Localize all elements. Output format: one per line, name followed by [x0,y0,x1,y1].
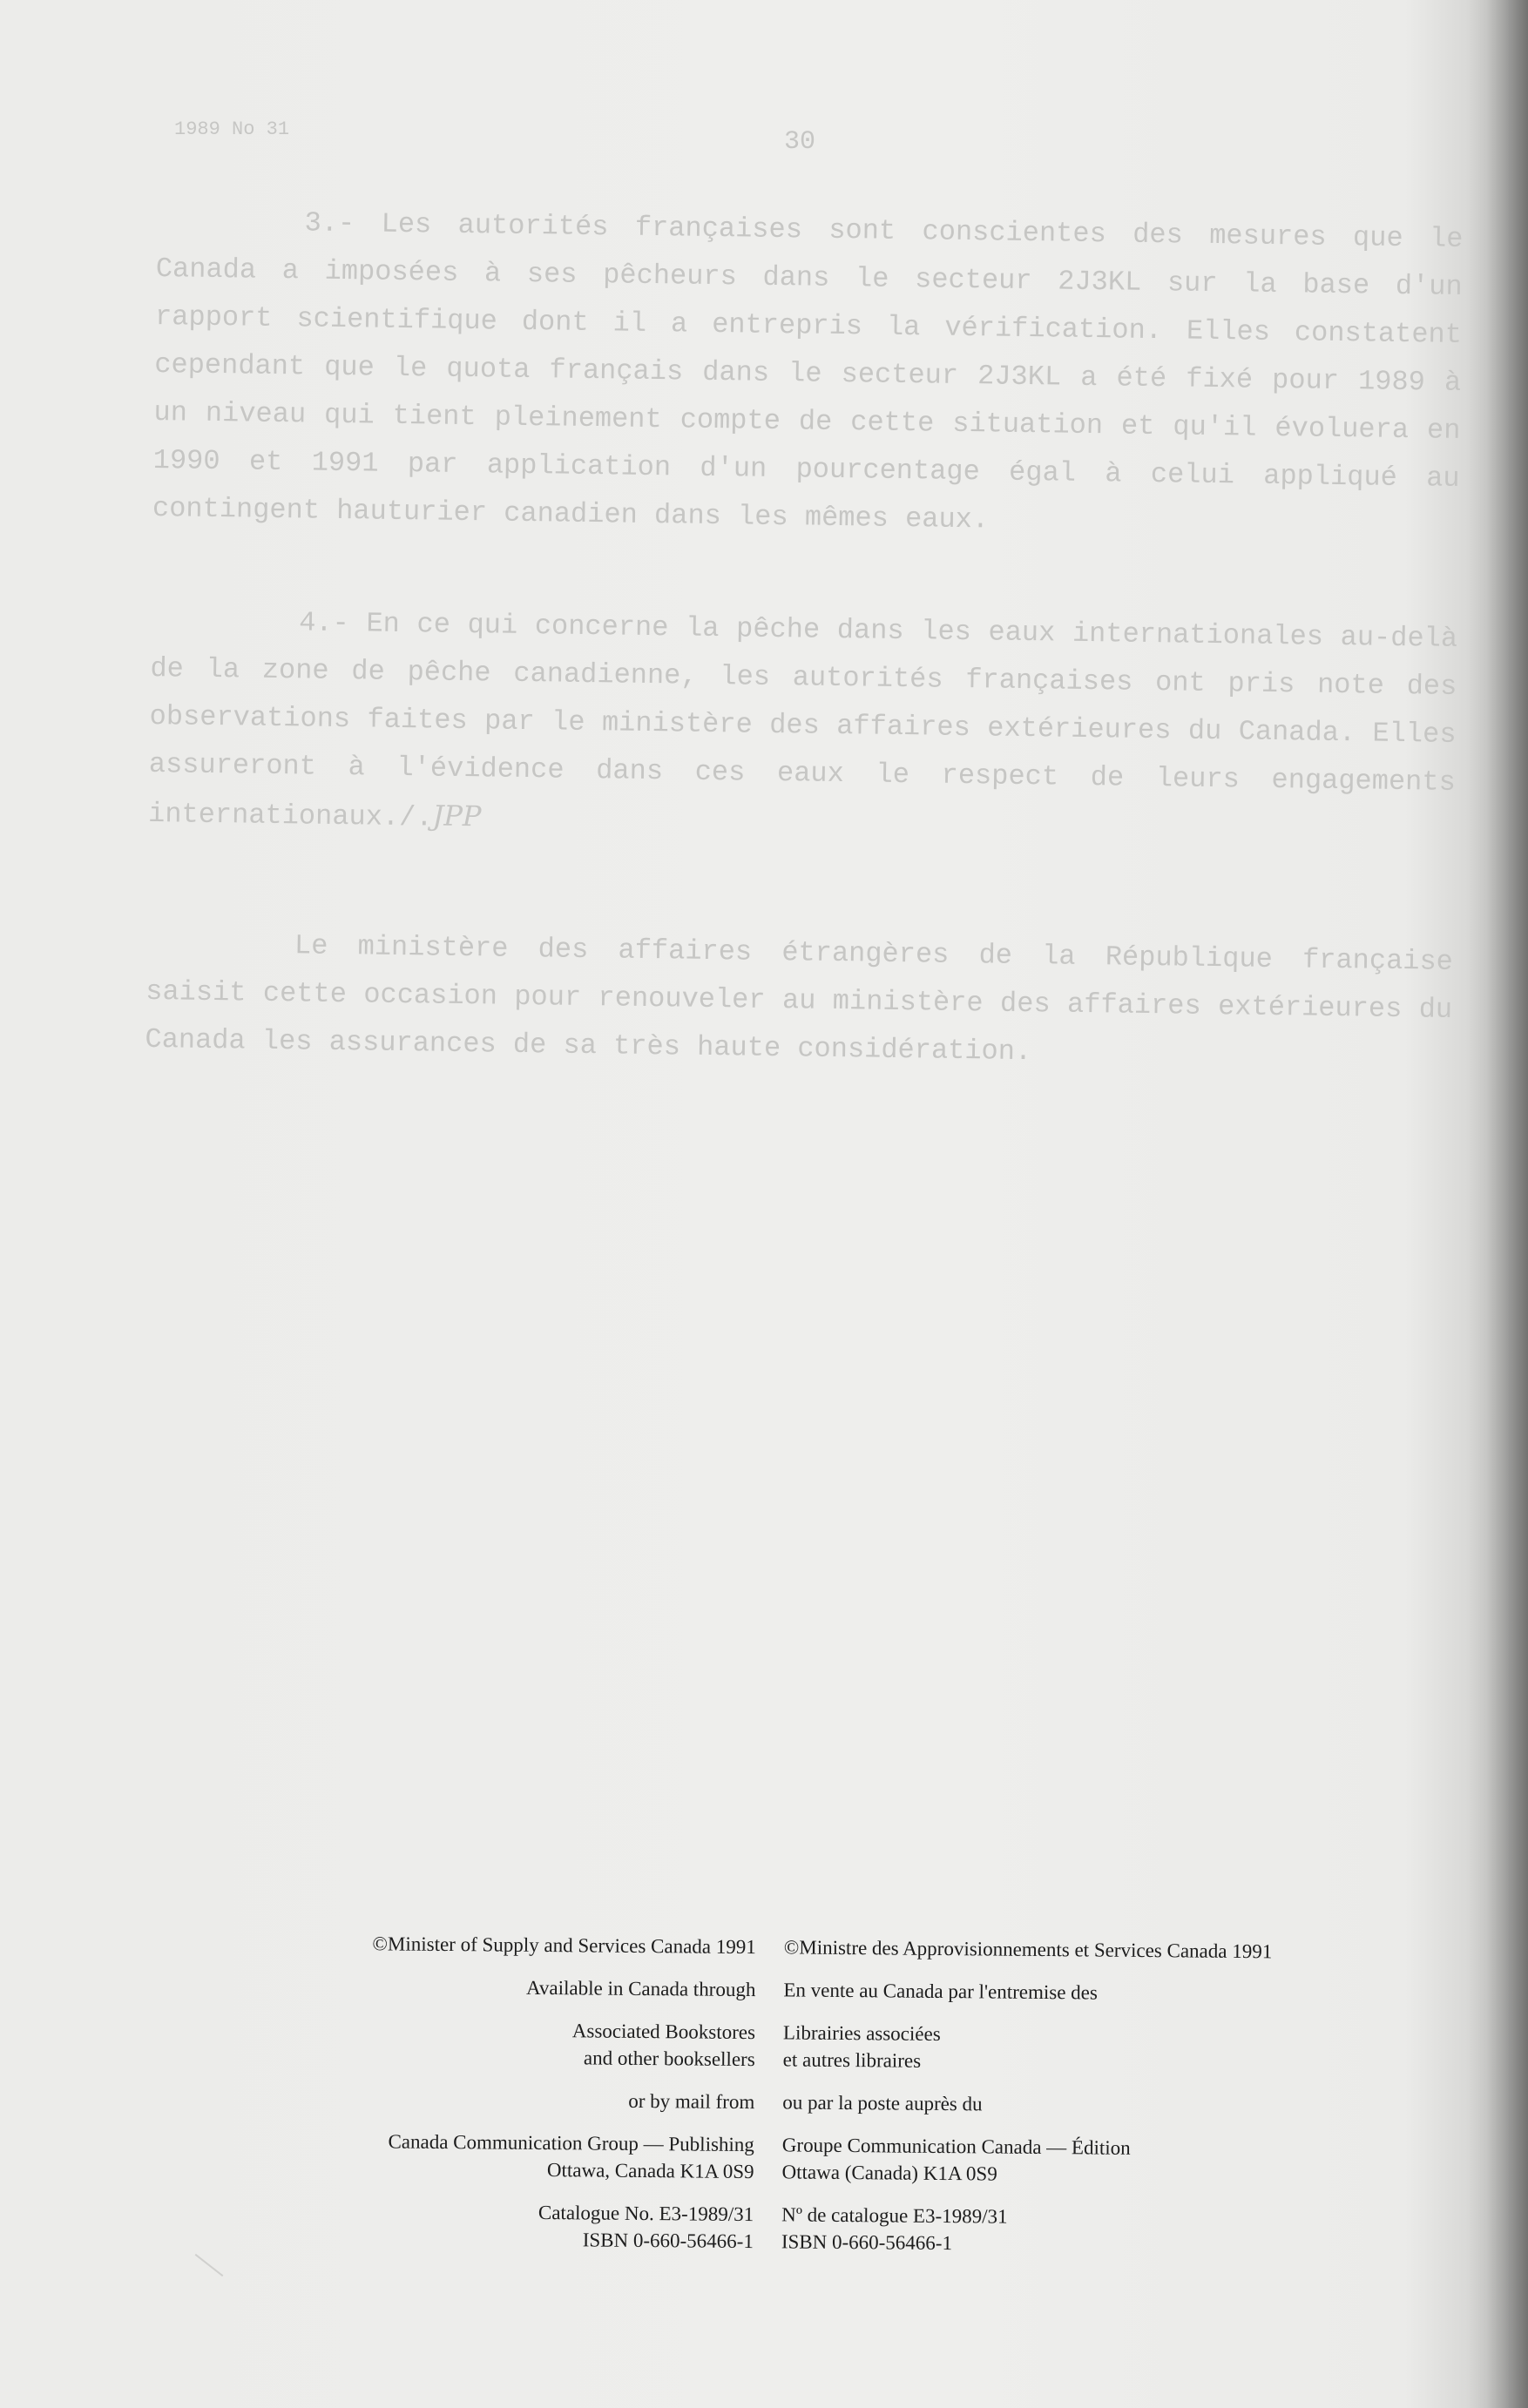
imprint-row-publisher [241,2127,1409,2191]
available-en: Available in Canada through [525,1976,756,2001]
paragraph-3: 3.- Les autorités françaises sont conscientes des mesures que le Canada a imposées à ses pêcheurs dans le secteur 2J3KL sur la base d'un rapport scientifique dont il a entrepris la vérification. Elles constatent cependant que le quota français dans le secteur 2J3KL a été fixé pour 1989 à un niveau qui tient pleinement compte de cette situation et qu'il évoluera en 1990 et 1991 par application d'un pourcentage égal à celui appliqué au contingent hauturier canadien dans les mêmes eaux. [152,206,1464,536]
handwritten-initials: JPP [432,799,482,833]
publisher-en-line-2: Ottawa, Canada K1A 0S9 [546,2159,754,2183]
publication-imprint [241,1929,1411,2276]
bookstores-fr [783,2019,1411,2078]
imprint-row-mail [242,2084,1410,2121]
mail-fr: ou par la poste auprès du [782,2091,983,2115]
copyright-fr: ©Ministre des Approvisionnements et Services Canada 1991 [783,1936,1273,1963]
bookstores-en-line-1: Associated Bookstores [571,2020,756,2044]
closing-paragraph: Le ministère des affaires étrangères de la République française saisit cette occasion pour renouveler au ministère des affaires extérieures du Canada les assurances de sa très haute considération. [145,929,1454,1069]
catalogue-en [241,2196,782,2255]
running-head: 1989 No 31 [174,118,290,140]
bookstores-en-line-2: and other booksellers [583,2047,755,2071]
publisher-en [241,2127,782,2185]
publisher-en-line-1: Canada Communication Group — Publishing [388,2130,754,2156]
catalogue-fr [781,2201,1410,2260]
publisher-fr-line-1: Groupe Communication Canada — Édition [781,2134,1131,2159]
available-fr: En vente au Canada par l'entremise des [783,1979,1099,2004]
imprint-row-catalogue [241,2196,1409,2261]
page-edge [1509,0,1511,2408]
mail-en: or by mail from [628,2089,755,2114]
imprint-row-available [243,1972,1410,2009]
bookstores-en [243,2014,784,2073]
isbn-fr: ISBN 0-660-56466-1 [781,2230,953,2255]
imprint-row-bookstores [243,2014,1410,2079]
bookstores-fr-line-1: Librairies associées [782,2021,941,2045]
isbn-en: ISBN 0-660-56466-1 [582,2229,754,2253]
imprint-row-copyright [244,1929,1411,1966]
publisher-fr [781,2131,1410,2190]
copyright-en: ©Minister of Supply and Services Canada 1991 [372,1932,756,1959]
paper-mark [195,2254,224,2276]
paragraph-4-text: 4.- En ce qui concerne la pêche dans les eaux internationales au-delà de la zone de pêche canadienne, les autorités françaises ont pris note des observations faites par le ministère des affaires extérieures du Canada. Elles assureront à l'évidence dans ces eaux le respect de leurs engagements internationaux./. [147,606,1458,834]
catalogue-fr-number: Nº de catalogue E3-1989/31 [781,2203,1008,2228]
bookstores-fr-line-2: et autres libraires [782,2048,922,2072]
binding-shadow [1486,0,1528,2408]
page-number: 30 [784,127,816,157]
catalogue-en-number: Catalogue No. E3-1989/31 [538,2201,754,2226]
publisher-fr-line-2: Ottawa (Canada) K1A 0S9 [781,2161,997,2185]
letter-body [145,197,1464,1082]
paragraph-4 [148,597,1458,856]
